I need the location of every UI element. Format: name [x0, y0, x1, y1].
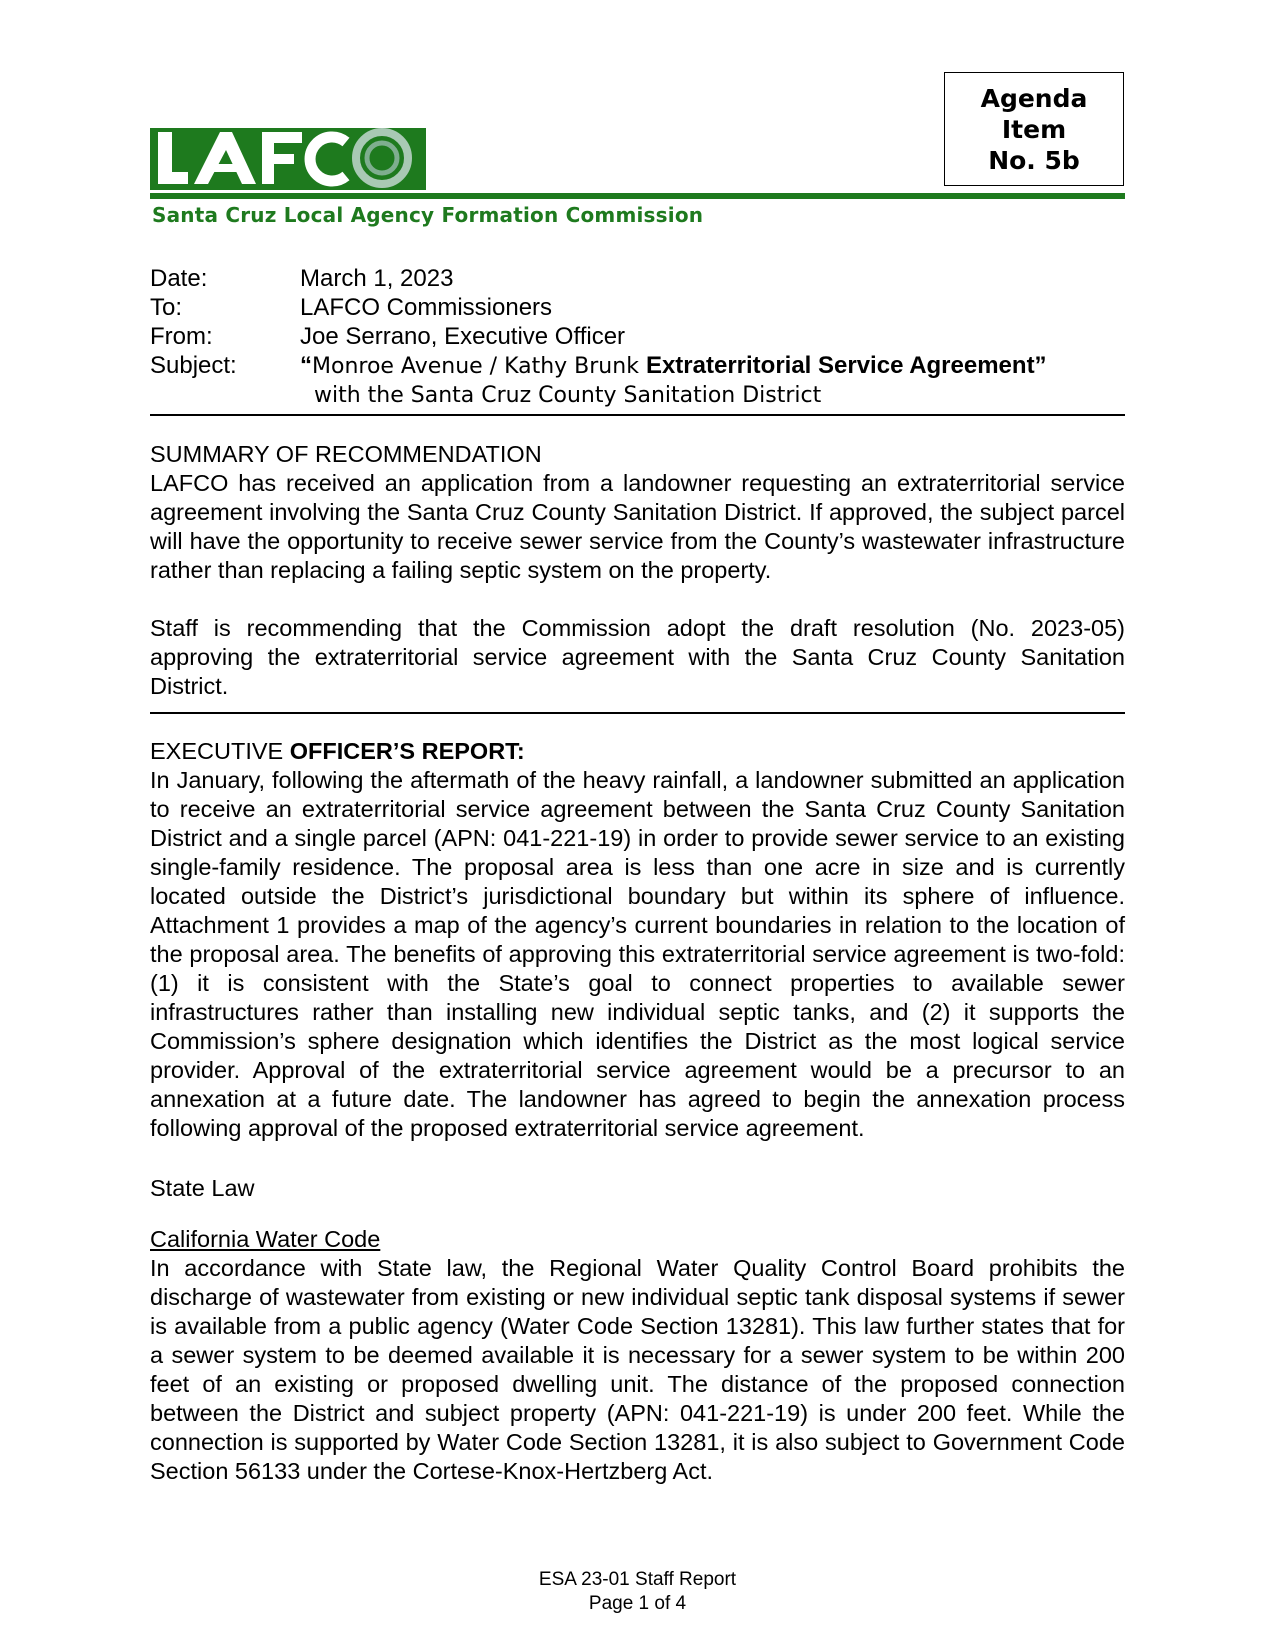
footer-report-name: ESA 23-01 Staff Report: [538, 1569, 737, 1590]
water-code-para: In accordance with State law, the Regional Water Quality Control Board prohibits the discharge of wastewater from existing or new individual septic tank disposal systems if sewer is available from a public agency (Water Code Section 13281). This law further states that for a sewer system to be deemed available it is necessary for a sewer system to be within 200 feet of an existing or proposed dwelling unit. The distance of the proposed connection between the District and subject property (APN: 041-221-19) is under 200 feet. While the connection is supported by Water Code Section 13281, it is also subject to Government Code Section 56133 under the Cortese-Knox-Hertzberg Act.: [150, 1255, 1125, 1484]
from-label: From:: [150, 323, 213, 350]
from-value: Joe Serrano, Executive Officer: [300, 323, 626, 350]
subject-part-1: Monroe Avenue / Kathy Brunk: [312, 354, 646, 379]
date-label: Date:: [150, 265, 208, 292]
subject-value: [300, 351, 1130, 410]
divider-1: [150, 414, 1125, 416]
summary-heading: SUMMARY OF RECOMMENDATION: [150, 441, 542, 467]
subject-line-2: with the Santa Cruz County Sanitation District: [314, 383, 822, 408]
subject-label: Subject:: [150, 352, 237, 379]
agenda-line-2: Item: [1001, 115, 1067, 144]
subject-open-quote: “: [300, 352, 312, 379]
footer-page-number: Page 1 of 4: [588, 1593, 687, 1614]
agenda-line-1: Agenda: [980, 84, 1088, 113]
header-rule: [150, 193, 1125, 199]
report-heading-bold: OFFICER’S REPORT:: [289, 738, 525, 764]
report-heading: [150, 737, 1125, 766]
memo-row-to: [150, 293, 1130, 322]
memo-header: [150, 264, 1130, 410]
divider-2: [150, 712, 1125, 714]
summary-para-1: LAFCO has received an application from a landowner requesting an extraterritorial service agreement involving the Santa Cruz County Sanitation District. If approved, the subject parcel will have the opportunity to receive sewer service from the County’s wastewater infrastructure rather than replacing a failing septic system on the property.: [150, 470, 1125, 583]
memo-row-from: [150, 322, 1130, 351]
report-para: In January, following the aftermath of the heavy rainfall, a landowner submitted an application to receive an extraterritorial service agreement between the Santa Cruz County Sanitation District and a single parcel (APN: 041-221-19) in order to provide sewer service to an existing single-family residence. The proposal area is less than one acre in size and is currently located outside the District’s jurisdictional boundary but within its sphere of influence. Attachment 1 provides a map of the agency’s current boundaries in relation to the location of the proposal area. The benefits of approving this extraterritorial service agreement is two-fold: (1) it is consistent with the State’s goal to connect properties to available sewer infrastructures rather than installing new individual septic tanks, and (2) it supports the Commission’s sphere designation which identifies the District as the most logical service provider. Approval of the extraterritorial service agreement would be a precursor to an annexation at a future date. The landowner has agreed to begin the annexation process following approval of the proposed extraterritorial service agreement.: [150, 767, 1125, 1141]
subject-part-2: Extraterritorial Service Agreement”: [645, 352, 1047, 379]
to-label: To:: [150, 294, 183, 321]
summary-section: [150, 440, 1125, 701]
state-law-section: [150, 1174, 1125, 1486]
report-section: [150, 737, 1125, 1143]
to-value: LAFCO Commissioners: [300, 294, 553, 321]
agenda-line-3: No. 5b: [988, 146, 1080, 175]
lafco-logo: [150, 128, 426, 190]
org-name: Santa Cruz Local Agency Formation Commission: [152, 203, 704, 227]
agenda-item-box: [944, 72, 1124, 186]
water-code-subheading: California Water Code: [150, 1226, 381, 1252]
state-law-heading: State Law: [150, 1175, 255, 1201]
subject-line-1: [300, 351, 1130, 381]
memo-row-subject: [150, 351, 1130, 410]
page-footer: [0, 1568, 1275, 1616]
report-heading-plain: EXECUTIVE: [150, 738, 290, 764]
summary-para-2: Staff is recommending that the Commission adopt the draft resolution (No. 2023-05) approving the extraterritorial service agreement with the Santa Cruz County Sanitation District.: [150, 615, 1125, 699]
memo-row-date: [150, 264, 1130, 293]
date-value: March 1, 2023: [300, 265, 454, 292]
